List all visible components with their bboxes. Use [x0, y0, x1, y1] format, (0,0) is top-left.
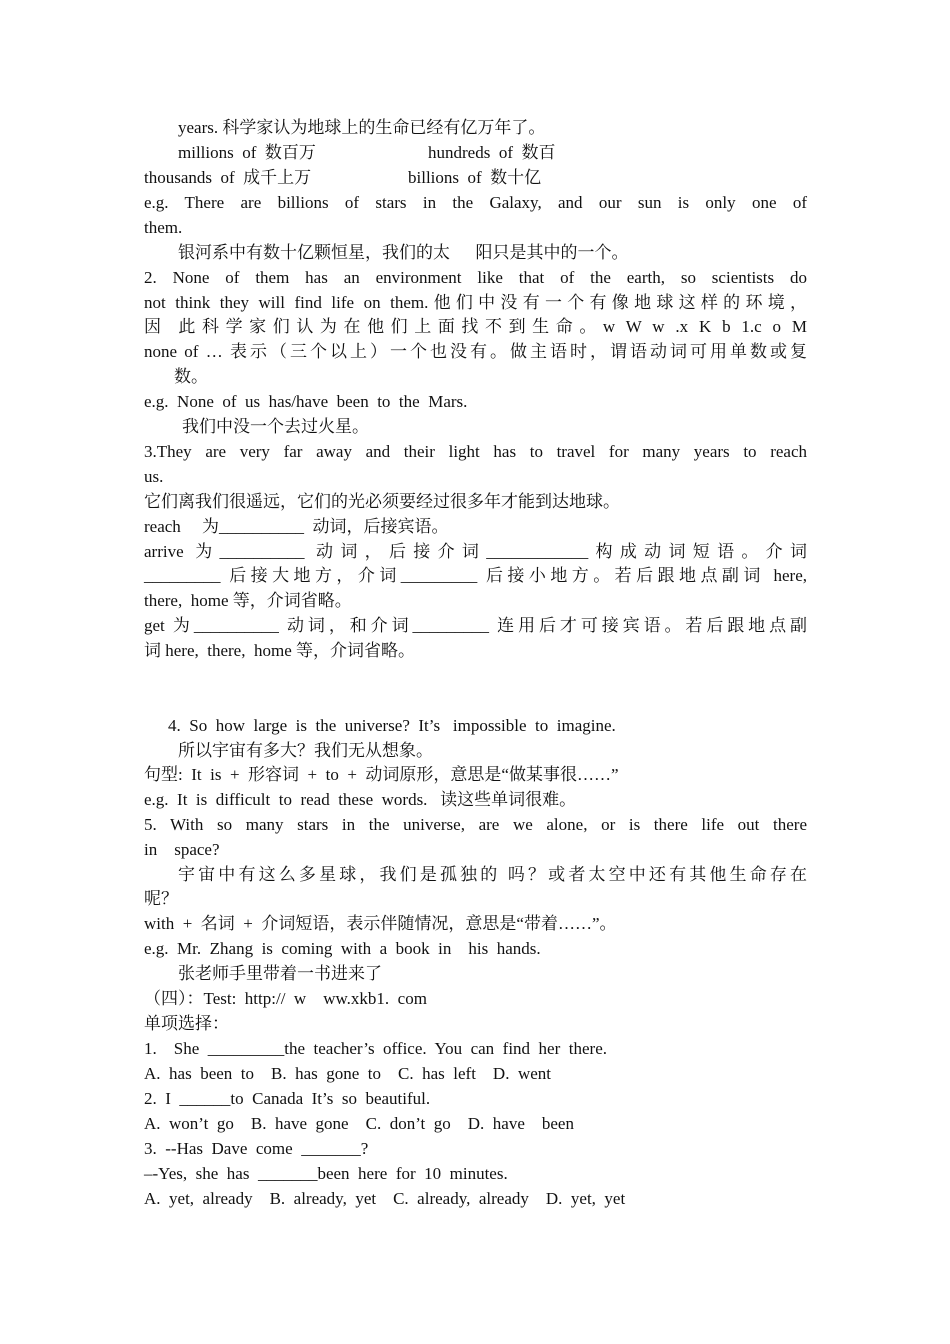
text-line: A. yet, already B. already, yet C. already, already D. yet, yet: [144, 1189, 626, 1208]
text-line: e.g. None of us has/have been to the Mars.: [144, 392, 468, 411]
text-line: reach 为__________ 动词，后接宾语。: [144, 517, 449, 536]
text-line: 所以宇宙有多大？我们无从想象。: [178, 741, 433, 760]
text-line: e.g. It is difficult to read these words. 读这些单词很难。: [144, 790, 577, 809]
text-line: 词 here, there, home 等，介词省略。: [144, 641, 415, 660]
text-line: there, home 等，介词省略。: [144, 591, 352, 610]
text-line: 银河系中有数十亿颗恒星，我们的太 阳只是其中的一个。: [178, 243, 629, 262]
text-line: none of … 表示（三个以上）一个也没有。做主语时，谓语动词可用单数或复: [144, 342, 807, 361]
text-line: 数。: [174, 367, 208, 386]
text-line: 我们中没一个去过火星。: [182, 417, 369, 436]
text-line: them.: [144, 218, 183, 237]
text-line: billions of 数十亿: [408, 168, 542, 187]
text-line: millions of 数百万: [178, 143, 316, 162]
text-line: 宇宙中有这么多星球，我们是孤独的 吗？或者太空中还有其他生命存在: [178, 865, 807, 884]
text-line: not think they will find life on them.他们中没有一个有像地球这样的环境，: [144, 293, 807, 312]
text-line: 3. --Has Dave come _______?: [144, 1139, 369, 1158]
text-line: arrive 为__________ 动词，后接介词____________构成动词短语。介词: [144, 542, 807, 561]
text-line: _________ 后接大地方，介词_________ 后接小地方。若后跟地点副词 here,: [144, 566, 807, 585]
text-line: in space?: [144, 840, 220, 859]
text-line: get 为__________ 动词，和介词_________ 连用后才可接宾语。若后跟地点副: [144, 616, 807, 635]
text-line: 呢？: [144, 889, 178, 908]
text-line: 4. So how large is the universe? It’s impossible to imagine.: [168, 716, 616, 735]
text-line: （四）：Test: http:// w ww.xkb1. com: [144, 989, 427, 1008]
text-line: e.g. There are billions of stars in the Galaxy, and our sun is only one of: [144, 193, 807, 212]
text-line: 2. None of them has an environment like that of the earth, so scientists do: [144, 268, 807, 287]
text-line: A. won’t go B. have gone C. don’t go D. have been: [144, 1114, 574, 1133]
text-line: 句型: It is + 形容词 + to + 动词原形，意思是“做某事很……”: [144, 765, 619, 784]
text-line: 因 此科学家们认为在他们上面找不到生命。w W w .x K b 1.c o M: [144, 317, 807, 336]
text-line: with + 名词 + 介词短语，表示伴随情况，意思是“带着……”。: [144, 914, 617, 933]
text-line: 它们离我们很遥远，它们的光必须要经过很多年才能到达地球。: [144, 492, 620, 511]
text-line: years. 科学家认为地球上的生命已经有亿万年了。: [178, 118, 546, 137]
text-line: –-Yes, she has _______been here for 10 minutes.: [144, 1164, 508, 1183]
text-line: 张老师手里带着一书进来了: [178, 964, 382, 983]
text-line: thousands of 成千上万: [144, 168, 312, 187]
text-line: 单项选择：: [144, 1014, 229, 1033]
text-line: A. has been to B. has gone to C. has left D. went: [144, 1064, 551, 1083]
text-line: 1. She _________the teacher’s office. You can find her there.: [144, 1039, 607, 1058]
text-line: 5. With so many stars in the universe, are we alone, or is there life out there: [144, 815, 807, 834]
text-line: us.: [144, 467, 164, 486]
text-line: 2. I ______to Canada It’s so beautiful.: [144, 1089, 431, 1108]
text-line: e.g. Mr. Zhang is coming with a book in his hands.: [144, 939, 541, 958]
text-line: 3.They are very far away and their light has to travel for many years to reach: [144, 442, 807, 461]
text-line: hundreds of 数百: [428, 143, 556, 162]
